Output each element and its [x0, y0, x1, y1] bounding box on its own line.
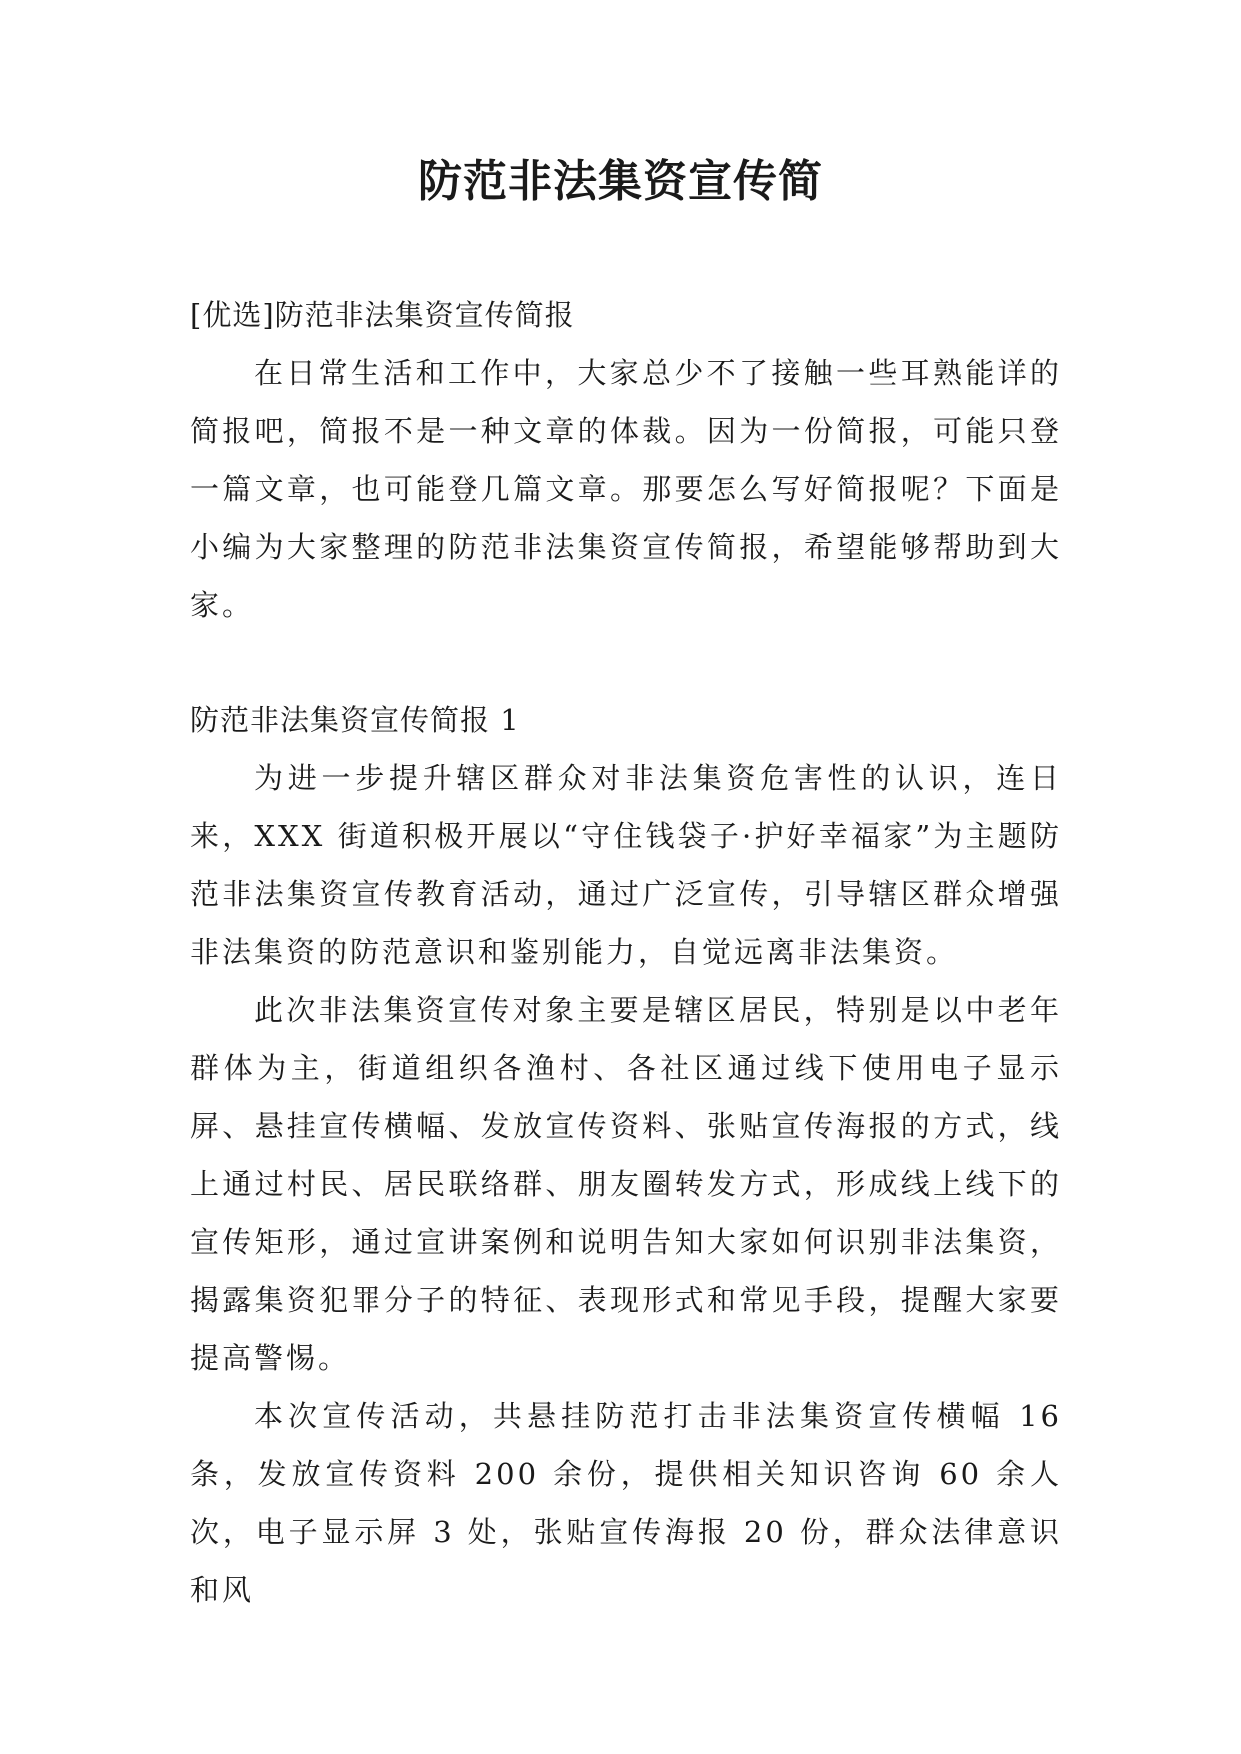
document-title: 防范非法集资宣传简: [418, 156, 823, 207]
section-heading: 防范非法集资宣传简报 1: [190, 703, 520, 737]
intro-paragraph: 在日常生活和工作中，大家总少不了接触一些耳熟能详的简报吧，简报不是一种文章的体裁。因为一份简报，可能只登一篇文章，也可能登几篇文章。那要怎么写好简报呢？下面是小编为大家整理的防范非法集资宣传简报，希望能够帮助到大家。: [190, 356, 1062, 622]
body-paragraph: 本次宣传活动，共悬挂防范打击非法集资宣传横幅 16 条，发放宣传资料 200 余份，提供相关知识咨询 60 余人次，电子显示屏 3 处，张贴宣传海报 20 份，群众法律意识和风: [190, 1399, 1062, 1607]
body-paragraph: 此次非法集资宣传对象主要是辖区居民，特别是以中老年群体为主，街道组织各渔村、各社区通过线下使用电子显示屏、悬挂宣传横幅、发放宣传资料、张贴宣传海报的方式，线上通过村民、居民联络群、朋友圈转发方式，形成线上线下的宣传矩形，通过宣讲案例和说明告知大家如何识别非法集资，揭露集资犯罪分子的特征、表现形式和常见手段，提醒大家要提高警惕。: [190, 993, 1062, 1375]
body-paragraph: 为进一步提升辖区群众对非法集资危害性的认识，连日来，XXX 街道积极开展以“守住钱袋子·护好幸福家”为主题防范非法集资宣传教育活动，通过广泛宣传，引导辖区群众增强非法集资的防范意识和鉴别能力，自觉远离非法集资。: [190, 761, 1062, 969]
document-subtitle: [优选]防范非法集资宣传简报: [190, 298, 575, 332]
